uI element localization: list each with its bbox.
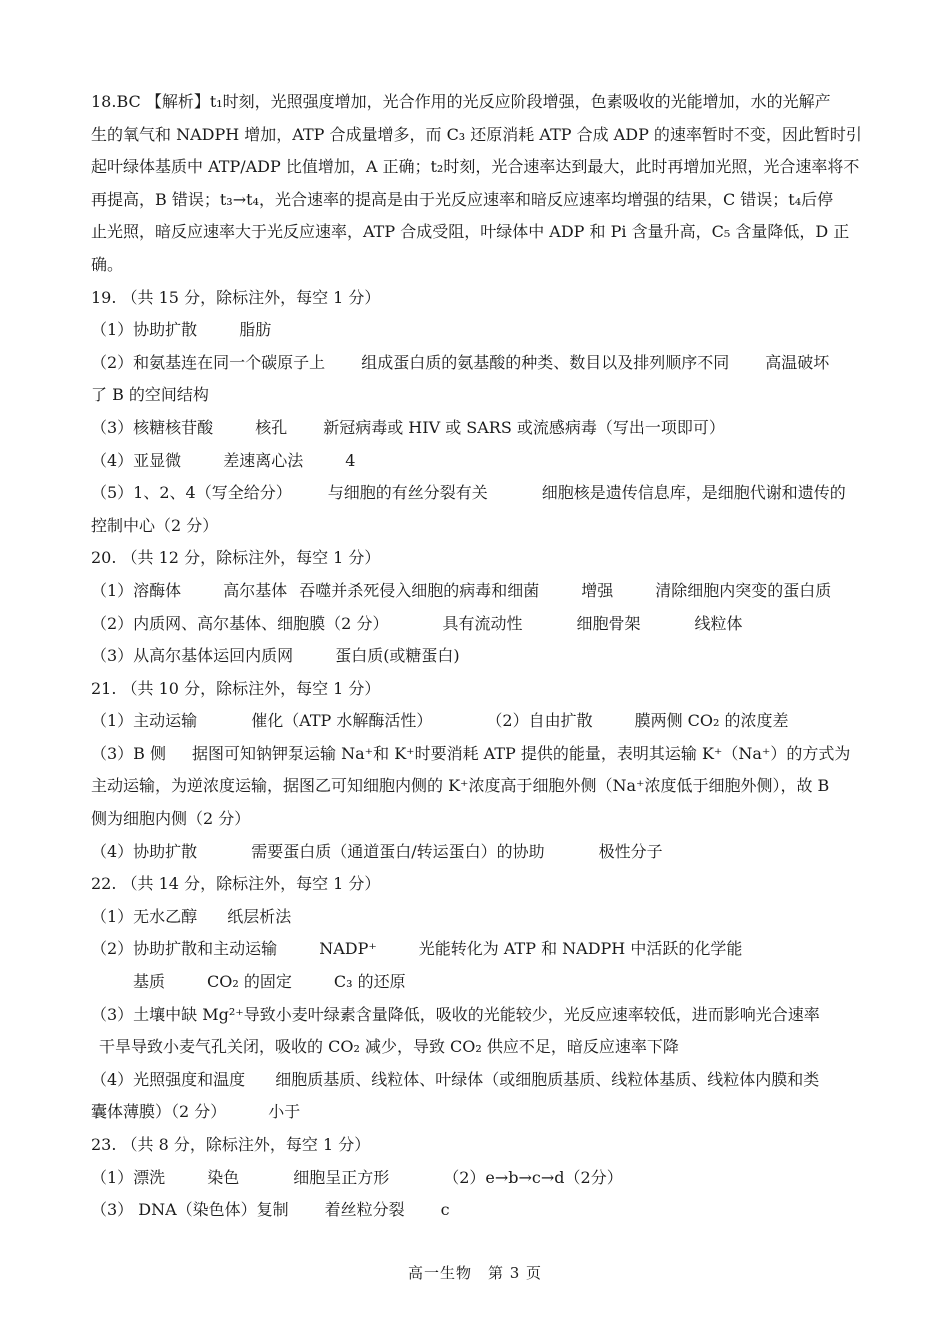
q22-a2b-2: CO₂ 的固定: [207, 972, 292, 992]
q21-answer-3-cont: 主动运输，为逆浓度运输，据图乙可知细胞内侧的 K⁺浓度高于细胞外侧（Na⁺浓度低于细胞外侧），故 B: [91, 776, 830, 796]
q22-a4-1: （4）光照强度和温度: [91, 1069, 246, 1089]
q18-line-1: 18.BC 【解析】t₁时刻，光照强度增加，光合作用的光反应阶段增强，色素吸收的光能增加，水的光解产: [91, 92, 831, 111]
q22-answer-3: （3）土壤中缺 Mg²⁺导致小麦叶绿素含量降低，吸收的光能较少，光反应速率较低，进而影响光合速率: [91, 1004, 820, 1024]
q19-a5-2: 与细胞的有丝分裂有关: [327, 483, 488, 503]
q20-a2-4: 线粒体: [694, 613, 743, 633]
q20-a1-2: 高尔基体: [223, 580, 288, 600]
q20-a1-4: 增强: [581, 580, 614, 600]
q18-line-4: 再提高，B 错误；t₃→t₄，光合速率的提高是由于光反应速率和暗反应速率均增强的结果，C 错误；t₄后停: [91, 189, 834, 209]
q20-header: 20. （共 12 分，除标注外，每空 1 分）: [91, 548, 381, 568]
q19-a4-2: 差速离心法: [223, 450, 304, 470]
q21-answer-3-cont2: 侧为细胞内侧（2 分）: [91, 809, 251, 829]
q22-answer-4-cont: [91, 1096, 863, 1129]
q21-a1-2: 催化（ATP 水解酶活性）: [251, 711, 433, 731]
q22-a4b-1: 囊体薄膜）（2 分）: [91, 1102, 227, 1122]
q19-header: 19. （共 15 分，除标注外，每空 1 分）: [91, 287, 381, 307]
q19-answer-5-cont: 控制中心（2 分）: [91, 515, 219, 535]
q21-a3-1: （3）B 侧: [91, 743, 167, 763]
q20-a1-1: （1）溶酶体: [91, 580, 182, 600]
answer-content: [91, 86, 863, 1227]
q22-a2-2: NADP⁺: [319, 939, 377, 959]
q20-a3-1: （3）从高尔基体运回内质网: [91, 646, 294, 666]
q19-a3-2: 核孔: [255, 417, 288, 437]
q21-a1-3: （2）自由扩散: [486, 711, 593, 731]
q21-answer-4: [91, 836, 863, 869]
q19-a1-2: 脂肪: [239, 320, 272, 340]
q21-a1-4: 膜两侧 CO₂ 的浓度差: [634, 711, 789, 731]
q23-answer-3: [91, 1194, 863, 1227]
q21-answer-1: [91, 705, 863, 738]
q23-a3-2: 着丝粒分裂: [324, 1200, 405, 1220]
q21-a1-1: （1）主动运输: [91, 711, 198, 731]
q18-line-3: 起叶绿体基质中 ATP/ADP 比值增加，A 正确；t₂时刻，光合速率达到最大，此时再增加光照，光合速率将不: [91, 157, 860, 177]
q19-answer-2-cont: 了 B 的空间结构: [91, 385, 209, 405]
q20-a2-3: 细胞骨架: [576, 613, 641, 633]
q18-line-2: 生的氧气和 NADPH 增加，ATP 合成量增多，而 C₃ 还原消耗 ATP 合成 ADP 的速率暂时不变，因此暂时引: [91, 124, 862, 144]
q23-header: 23. （共 8 分，除标注外，每空 1 分）: [91, 1135, 371, 1154]
q23-a1-2: 染色: [207, 1167, 240, 1187]
q22-answer-4: [91, 1064, 863, 1097]
q20-answer-3: [91, 640, 863, 673]
q19-a4-3: 4: [345, 450, 356, 470]
q19-a2-3: 高温破坏: [765, 352, 830, 372]
q23-a1-1: （1）漂洗: [91, 1167, 166, 1187]
page-footer: 高一生物 第 3 页: [407, 1264, 543, 1282]
q19-answer-1: [91, 314, 863, 347]
q21-a4-2: 需要蛋白质（通道蛋白/转运蛋白）的协助: [251, 841, 545, 861]
q22-a2-3: 光能转化为 ATP 和 NADPH 中活跃的化学能: [418, 939, 743, 959]
q20-a1-3: 吞噬并杀死侵入细胞的病毒和细菌: [299, 580, 540, 600]
q22-a2b-1: 基质: [133, 972, 166, 992]
q19-a5-1: （5）1、2、4（写全给分）: [91, 483, 292, 503]
q20-a3-2: 蛋白质(或糖蛋白): [335, 646, 460, 666]
q18-explanation: [91, 86, 863, 282]
q19-a2-2: 组成蛋白质的氨基酸的种类、数目以及排列顺序不同: [361, 352, 730, 372]
q19-a4-1: （4）亚显微: [91, 450, 182, 470]
q20-answer-1: [91, 575, 863, 608]
q19-answer-5: [91, 477, 863, 510]
q21-a4-1: （4）协助扩散: [91, 841, 198, 861]
q20-a2-2: 具有流动性: [442, 613, 523, 633]
q22-header: 22. （共 14 分，除标注外，每空 1 分）: [91, 874, 381, 894]
q21-a3-2: 据图可知钠钾泵运输 Na⁺和 K⁺时要消耗 ATP 提供的能量，表明其运输 K⁺（Na⁺）的方式为: [192, 743, 851, 763]
q19-a3-3: 新冠病毒或 HIV 或 SARS 或流感病毒（写出一项即可）: [323, 417, 725, 437]
q19-a2-1: （2）和氨基连在同一个碳原子上: [91, 352, 326, 372]
q19-answer-3: [91, 412, 863, 445]
q20-a2-1: （2）内质网、高尔基体、细胞膜（2 分）: [91, 613, 389, 633]
q23-a1-3: 细胞呈正方形: [293, 1167, 390, 1187]
q21-a4-3: 极性分子: [598, 841, 663, 861]
q22-answer-3-cont: 干旱导致小麦气孔关闭，吸收的 CO₂ 减少，导致 CO₂ 供应不足，暗反应速率下降: [99, 1037, 679, 1057]
q23-a3-3: c: [440, 1200, 450, 1220]
q22-a4-2: 细胞质基质、线粒体、叶绿体（或细胞质基质、线粒体基质、线粒体内膜和类: [275, 1069, 820, 1089]
q18-line-5: 止光照，暗反应速率大于光反应速率，ATP 合成受阻，叶绿体中 ADP 和 Pi 含量升高，C₅ 含量降低，D 正: [91, 222, 850, 242]
q19-a5-3: 细胞核是遗传信息库，是细胞代谢和遗传的: [541, 483, 846, 503]
q22-a4b-2: 小于: [268, 1102, 301, 1122]
q22-a2-1: （2）协助扩散和主动运输: [91, 939, 278, 959]
q19-a3-1: （3）核糖核苷酸: [91, 417, 214, 437]
q22-answer-2-cont: [91, 966, 863, 999]
q23-answer-1: [91, 1162, 863, 1195]
q23-a3-1: （3） DNA（染色体）复制: [91, 1200, 289, 1220]
q19-answer-2: [91, 347, 863, 380]
q22-a2b-3: C₃ 的还原: [333, 972, 406, 992]
q21-header: 21. （共 10 分，除标注外，每空 1 分）: [91, 678, 381, 698]
q18-line-6: 确。: [91, 254, 124, 274]
q21-answer-3: [91, 738, 863, 771]
q23-a1-4: （2）e→b→c→d（2分）: [443, 1167, 623, 1187]
q20-a1-5: 清除细胞内突变的蛋白质: [655, 580, 832, 600]
q19-a1-1: （1）协助扩散: [91, 320, 198, 340]
q20-answer-2: [91, 608, 863, 641]
q22-answer-2: [91, 933, 863, 966]
q22-answer-1: [91, 901, 863, 934]
q22-a1-2: 纸层析法: [227, 906, 292, 926]
q22-a1-1: （1）无水乙醇: [91, 906, 198, 926]
q19-answer-4: [91, 445, 863, 478]
